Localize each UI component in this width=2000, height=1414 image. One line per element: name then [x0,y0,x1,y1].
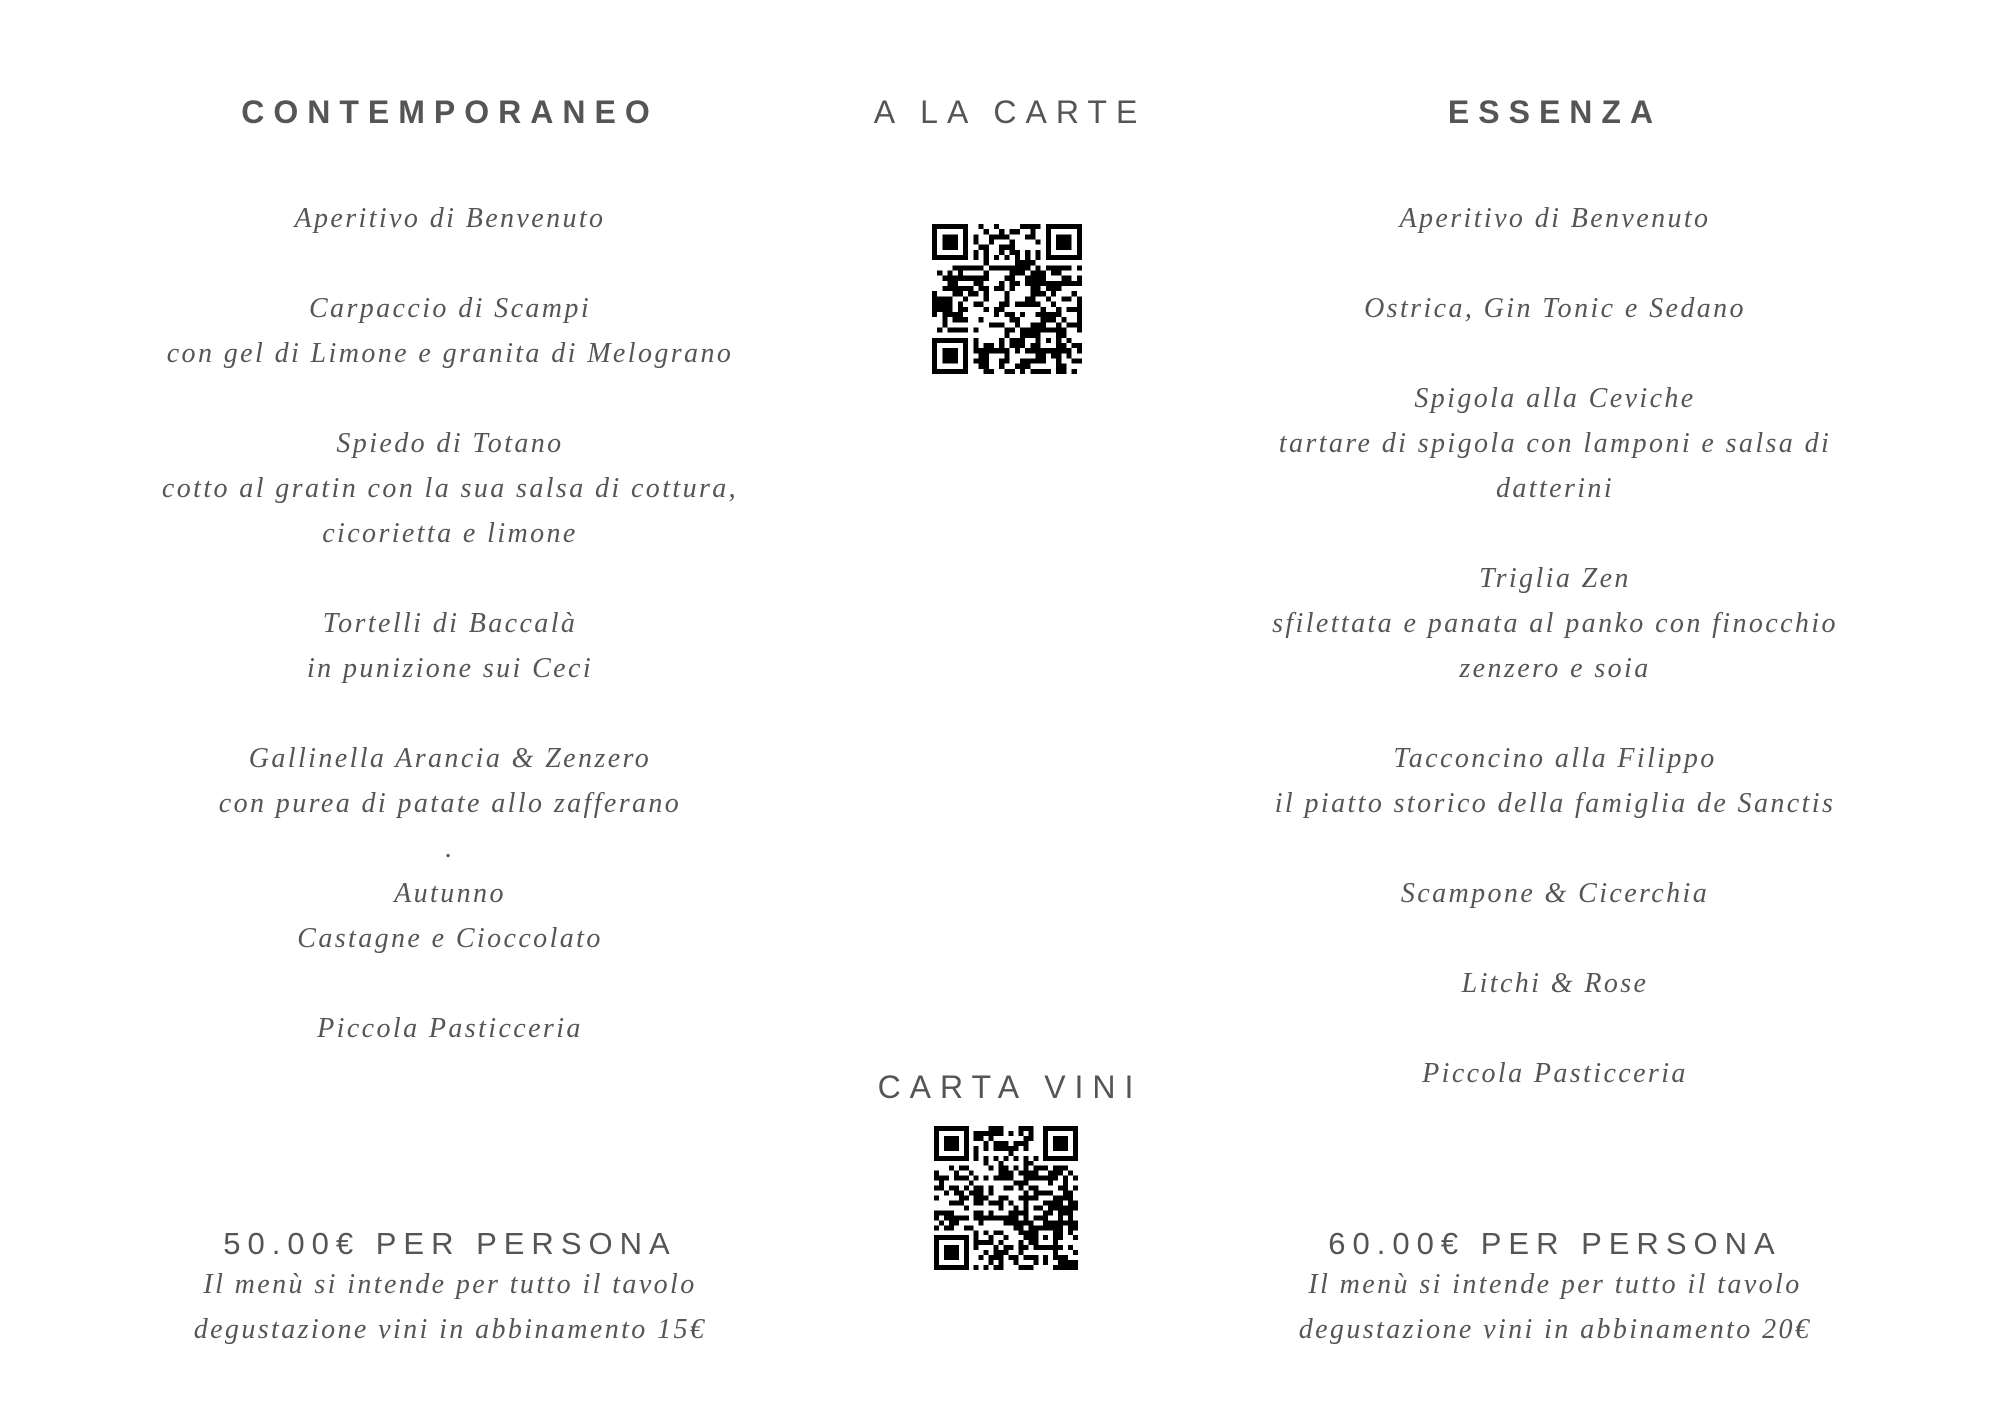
course-item [120,196,780,241]
course-name: Scampone & Cicerchia [1400,878,1710,909]
course-name: Gallinella Arancia & Zenzero [248,743,652,774]
course-item [120,286,780,376]
note-table: Il menù si intende per tutto il tavolo [1308,1269,1802,1300]
course-item [1225,196,1885,241]
course-description: cicorietta e limone [322,518,578,549]
course-name: Tacconcino alla Filippo [1393,743,1717,774]
course-name: Ostrica, Gin Tonic e Sedano [1364,293,1746,324]
course-description: sfilettata e panata al panko con finocchio [1272,608,1838,639]
course-description: tartare di spigola con lamponi e salsa di [1278,428,1832,459]
course-item [120,1006,780,1051]
course-name: Piccola Pasticceria [317,1013,583,1044]
course-item [1225,286,1885,331]
carta-vini-qr-code[interactable] [934,1126,1078,1270]
course-description: cotto al gratin con la sua salsa di cottura, [161,473,739,504]
a-la-carte-qr-code[interactable] [932,224,1082,374]
menu-title-essenza: ESSENZA [1447,94,1663,130]
course-item [120,736,780,871]
course-item [1225,961,1885,1006]
a-la-carte-title: A LA CARTE [873,94,1147,130]
course-name: Spigola alla Ceviche [1414,383,1696,414]
course-name: Triglia Zen [1479,563,1631,594]
course-item [1225,556,1885,691]
menu-courses-contemporaneo [120,196,780,1096]
course-name: Carpaccio di Scampi [308,293,591,324]
price-contemporaneo: 50.00€ PER PERSONA [223,1226,677,1261]
course-name: Piccola Pasticceria [1422,1058,1688,1089]
note-table: Il menù si intende per tutto il tavolo [203,1269,697,1300]
course-item [1225,871,1885,916]
course-description: datterini [1495,473,1615,504]
course-description: con gel di Limone e granita di Melograno [166,338,734,369]
course-item [120,421,780,556]
course-description: il piatto storico della famiglia de Sanctis [1274,788,1836,819]
course-item [120,871,780,961]
course-item [120,601,780,691]
menu-title-contemporaneo: CONTEMPORANEO [241,94,659,130]
price-essenza: 60.00€ PER PERSONA [1328,1226,1782,1261]
course-name: Spiedo di Totano [336,428,564,459]
course-name: Aperitivo di Benvenuto [294,203,606,234]
qr-code-icon [932,224,1082,374]
course-item [1225,1051,1885,1096]
course-item [1225,376,1885,511]
course-name: Litchi & Rose [1461,968,1649,999]
course-description: in punizione sui Ceci [306,653,594,684]
note-wine-pairing: degustazione vini in abbinamento 15€ [193,1314,707,1345]
note-wine-pairing: degustazione vini in abbinamento 20€ [1298,1314,1812,1345]
menu-courses-essenza [1225,196,1885,1141]
course-description: con purea di patate allo zafferano [218,788,682,819]
qr-code-icon [934,1126,1078,1270]
course-name: Tortelli di Baccalà [322,608,578,639]
course-description: zenzero e soia [1459,653,1651,684]
course-separator: . [445,833,455,864]
course-name: Aperitivo di Benvenuto [1399,203,1711,234]
course-name: Autunno [394,878,506,909]
carta-vini-title: CARTA VINI [877,1069,1143,1105]
course-item [1225,736,1885,826]
course-description: Castagne e Cioccolato [297,923,603,954]
